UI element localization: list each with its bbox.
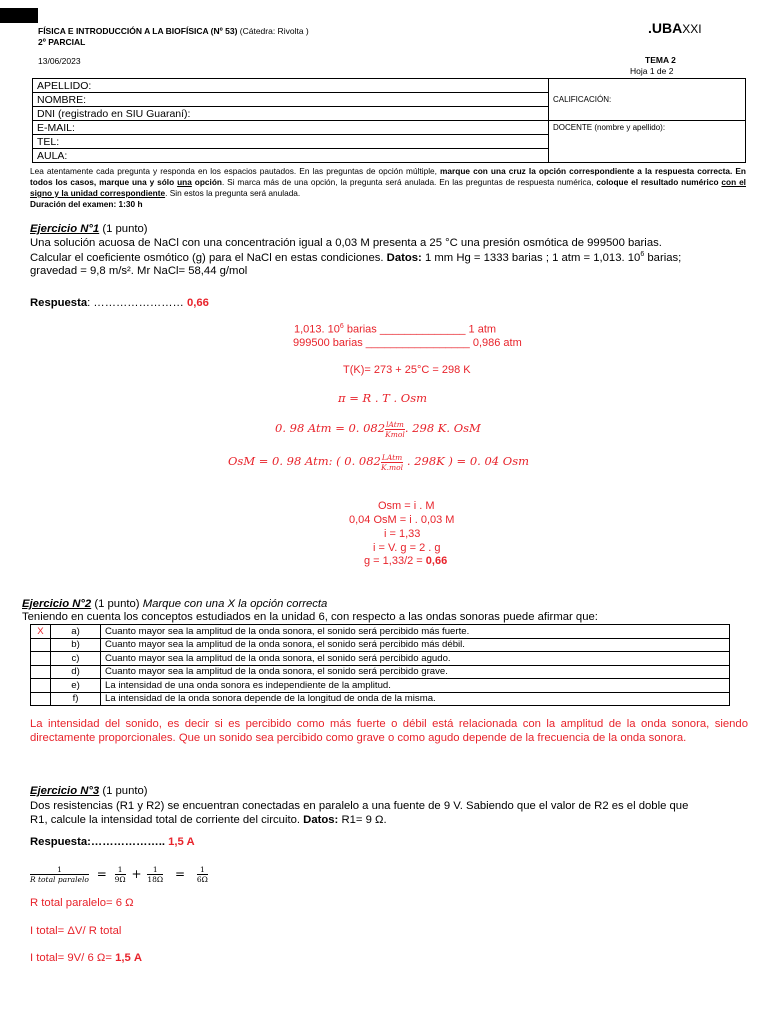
redaction-bar — [0, 8, 38, 23]
course-title — [38, 26, 309, 36]
ex2-text: Teniendo en cuenta los conceptos estudiados en la unidad 6, con respecto a las ondas sonoras puede afirmar que: — [22, 611, 598, 623]
email-field[interactable] — [33, 121, 549, 135]
instructions-underline-2: con el signo y la unidad correspondiente — [30, 177, 746, 198]
tel-label: TEL: — [37, 135, 60, 148]
ex3-datos-label: Datos: — [303, 814, 339, 826]
ex1-sol-eq1b: . 298 K. OsM — [404, 421, 481, 435]
ex1-sol-eq2b: . 298K ) = 0. 04 Osm — [403, 454, 529, 468]
ex1-text-2c: barias; — [644, 251, 682, 264]
ex1-sol-fraction-2 — [381, 453, 403, 472]
instructions-text-2: . Si marca más de una opción, la pregunta será anulada. En las preguntas de respuesta numérica, — [221, 177, 597, 187]
ex1-sol-g — [364, 555, 447, 567]
option-text: Cuanto mayor sea la amplitud de la onda sonora, el sonido será percibido más fuerte. — [101, 625, 730, 639]
fraction-numerator: lAtm — [386, 419, 404, 429]
exam-name: 2º PARCIAL — [38, 37, 86, 47]
nombre-label: NOMBRE: — [37, 93, 87, 106]
ex1-sol-fraction-1 — [385, 420, 405, 439]
option-mark-cell[interactable] — [31, 679, 51, 693]
fraction-denominator: Kmol — [385, 429, 405, 439]
ex2-heading — [22, 598, 327, 610]
ex1-answer-dots: : …………………… — [87, 297, 187, 309]
ex3-sol-resistance: R total paralelo= 6 Ω — [30, 897, 134, 909]
ex1-text-2 — [30, 251, 681, 264]
ex1-sol-g-value: 0,66 — [425, 555, 448, 567]
nombre-field[interactable] — [33, 93, 549, 107]
ex3-fraction-total — [30, 865, 89, 884]
ex1-text-1: Una solución acuosa de NaCl con una concentración igual a 0,03 M presenta a 25 °C una presión osmótica de 999500 barias. — [30, 237, 662, 249]
instructions-underline-1: una — [177, 177, 192, 187]
option-letter: a) — [51, 625, 101, 639]
ex3-fraction-r2 — [147, 865, 163, 884]
instructions-text-1: Lea atentamente cada pregunta y responda en los espacios pautados. En las preguntas de opción múltiple, — [30, 166, 441, 176]
logo-light: XXI — [682, 22, 702, 36]
ex3-heading — [30, 785, 148, 797]
instructions-bold-1: marque con una cruz la opción correspondiente a la respuesta correcta. En todos los casos, marque una y sólo — [30, 166, 746, 187]
ex3-text-1: Dos resistencias (R1 y R2) se encuentran conectadas en paralelo a una fuente de 9 V. Sabiendo que el valor de R2 es el doble que — [30, 800, 689, 812]
ex3-sol-current-value: 1,5 A — [115, 952, 143, 964]
option-text: Cuanto mayor sea la amplitud de la onda sonora, el sonido será percibido agudo. — [101, 652, 730, 666]
logo-bold: .UBA — [648, 20, 683, 36]
ex3-answer-value: 1,5 A — [168, 836, 195, 848]
fraction-denominator: 9Ω — [114, 875, 126, 884]
ex1-sol-1b: barias ______________ 1 atm — [343, 323, 497, 336]
ex1-sol-temperature: T(K)= 273 + 25°C = 298 K — [343, 364, 471, 376]
ex1-sol-eq2a: OsM = 0. 98 Atm: ( 0. 082 — [228, 454, 381, 468]
ex1-sol-1-exponent: 6 — [339, 323, 344, 330]
ex1-sol-equation-1 — [275, 415, 481, 441]
docente-label: DOCENTE (nombre y apellido): — [553, 123, 666, 132]
equals-sign: = — [174, 867, 186, 881]
option-row — [31, 652, 730, 666]
ex1-text-2a: Calcular el coeficiente osmótico (g) para el NaCl en estas condiciones. — [30, 251, 387, 264]
option-letter: e) — [51, 679, 101, 693]
ex1-sol-osm: Osm = i . M — [378, 500, 435, 512]
option-text: La intensidad de una onda sonora es independiente de la amplitud. — [101, 679, 730, 693]
ex3-answer-dots: ……………….. — [90, 836, 169, 848]
fraction-numerator: 1 — [197, 865, 208, 875]
calificacion-field[interactable] — [549, 79, 746, 121]
ex2-points: (1 punto) — [91, 598, 143, 610]
fraction-denominator: R total paralelo — [30, 875, 89, 884]
ex3-answer-line — [30, 836, 195, 848]
fraction-numerator: LAtm — [381, 452, 403, 462]
fraction-denominator: 18Ω — [147, 875, 164, 884]
dni-field[interactable] — [33, 107, 549, 121]
ex1-sol-osm-2: 0,04 OsM = i . 0,03 M — [349, 514, 455, 526]
aula-field[interactable] — [33, 149, 549, 163]
apellido-label: APELLIDO: — [37, 79, 92, 92]
ex1-sol-conversion-2: 999500 barias _________________ 0,986 atm — [293, 337, 522, 349]
ex1-points: (1 punto) — [99, 223, 148, 235]
option-letter: b) — [51, 638, 101, 652]
docente-field[interactable] — [549, 121, 746, 163]
ex1-sol-i: i = 1,33 — [384, 528, 421, 540]
email-label: E-MAIL: — [37, 121, 75, 134]
course-name: FÍSICA E INTRODUCCIÓN A LA BIOFÍSICA (Nº 53) — [38, 26, 238, 36]
ex1-sol-formula: π = R . T . Osm — [338, 391, 428, 405]
option-text: La intensidad de la onda sonora depende de la longitud de onda de la misma. — [101, 692, 730, 706]
option-letter: c) — [51, 652, 101, 666]
ex1-text-2b: 1 mm Hg = 1333 barias ; 1 atm = 1,013. 10 — [421, 251, 641, 264]
ex3-text-2a: R1, calcule la intensidad total de corriente del circuito. — [30, 814, 304, 826]
ex1-title: Ejercicio N°1 — [30, 223, 100, 235]
aula-label: AULA: — [37, 149, 68, 162]
option-row — [31, 679, 730, 693]
option-text: Cuanto mayor sea la amplitud de la onda sonora, el sonido será percibido más débil. — [101, 638, 730, 652]
option-letter: f) — [51, 692, 101, 706]
ex1-answer-line — [30, 297, 209, 309]
ex3-fraction-result — [197, 865, 208, 884]
option-mark-cell[interactable] — [31, 692, 51, 706]
ex1-sol-i-2: i = V. g = 2 . g — [373, 542, 441, 554]
tema: TEMA 2 — [645, 55, 676, 65]
uba-logo — [648, 20, 702, 36]
equals-sign: = — [96, 867, 107, 881]
ex1-sol-eq1a: 0. 98 Atm = 0. 082 — [275, 421, 386, 435]
ex3-sol-ohm-law: I total= ΔV/ R total — [30, 925, 122, 937]
ex3-equation — [30, 860, 208, 888]
option-mark-cell[interactable] — [31, 638, 51, 652]
ex1-sol-conversion-1 — [294, 323, 496, 336]
dni-label: DNI (registrado en SIU Guaraní): — [37, 107, 191, 120]
instructions-text-3: . Sin estos la pregunta será anulada. — [165, 188, 301, 198]
ex1-answer-label: Respuesta — [30, 297, 88, 309]
fraction-denominator: 6Ω — [196, 875, 208, 884]
ex2-instruction: Marque con una X la opción correcta — [142, 598, 328, 610]
ex2-options-table — [30, 624, 730, 706]
option-text: Cuanto mayor sea la amplitud de la onda sonora, el sonido será percibido grave. — [101, 665, 730, 679]
catedra: (Cátedra: Rivolta ) — [237, 26, 309, 36]
ex3-text-2 — [30, 814, 387, 826]
tel-field[interactable] — [33, 135, 549, 149]
option-row — [31, 638, 730, 652]
ex1-datos-label: Datos: — [386, 251, 422, 264]
student-id-table — [32, 78, 746, 163]
exam-duration: Duración del examen: 1:30 h — [30, 199, 143, 209]
option-mark-cell[interactable]: X — [31, 625, 51, 639]
ex3-text-2b: R1= 9 Ω. — [338, 814, 387, 826]
hoja: Hoja 1 de 2 — [630, 66, 674, 76]
calificacion-label: CALIFICACIÓN: — [553, 95, 612, 104]
instructions — [30, 166, 746, 199]
ex1-text-3: gravedad = 9,8 m/s². Mr NaCl= 58,44 g/mol — [30, 265, 248, 277]
ex1-sol-equation-2 — [228, 448, 529, 474]
exam-date: 13/06/2023 — [38, 56, 81, 66]
ex3-points: (1 punto) — [99, 785, 148, 797]
ex2-explanation: La intensidad del sonido, es decir si es percibido como más fuerte o débil está relacionada con la amplitud de la onda sonora, siendo directamente proporcionales. Que un sonido sea percibido como grave o como agudo depende de la frecuencia de la onda sonora. — [30, 718, 748, 744]
option-row — [31, 665, 730, 679]
ex2-title: Ejercicio N°2 — [22, 598, 92, 610]
ex1-sol-1a: 1,013. 10 — [294, 323, 340, 336]
fraction-numerator: 1 — [147, 865, 163, 875]
ex3-answer-label: Respuesta: — [30, 836, 91, 848]
fraction-numerator: 1 — [30, 865, 89, 875]
ex1-exponent: 6 — [640, 251, 645, 258]
option-letter: d) — [51, 665, 101, 679]
ex1-sol-g-a: g = 1,33/2 = — [364, 555, 426, 567]
instructions-bold-1b: opción — [191, 177, 222, 187]
ex3-title: Ejercicio N°3 — [30, 785, 100, 797]
instructions-bold-2: coloque el resultado numérico — [596, 177, 722, 187]
ex1-heading — [30, 223, 148, 235]
option-row — [31, 692, 730, 706]
ex1-answer-value: 0,66 — [186, 297, 209, 309]
fraction-denominator: K.mol — [381, 462, 404, 472]
plus-sign: + — [131, 867, 142, 881]
option-mark-cell[interactable] — [31, 665, 51, 679]
ex3-fraction-r1 — [115, 865, 126, 884]
apellido-field[interactable] — [33, 79, 549, 93]
fraction-numerator: 1 — [115, 865, 126, 875]
option-mark-cell[interactable] — [31, 652, 51, 666]
ex3-sol-current-a: I total= 9V/ 6 Ω= — [30, 952, 116, 964]
ex3-sol-current — [30, 952, 142, 964]
option-row — [31, 625, 730, 639]
